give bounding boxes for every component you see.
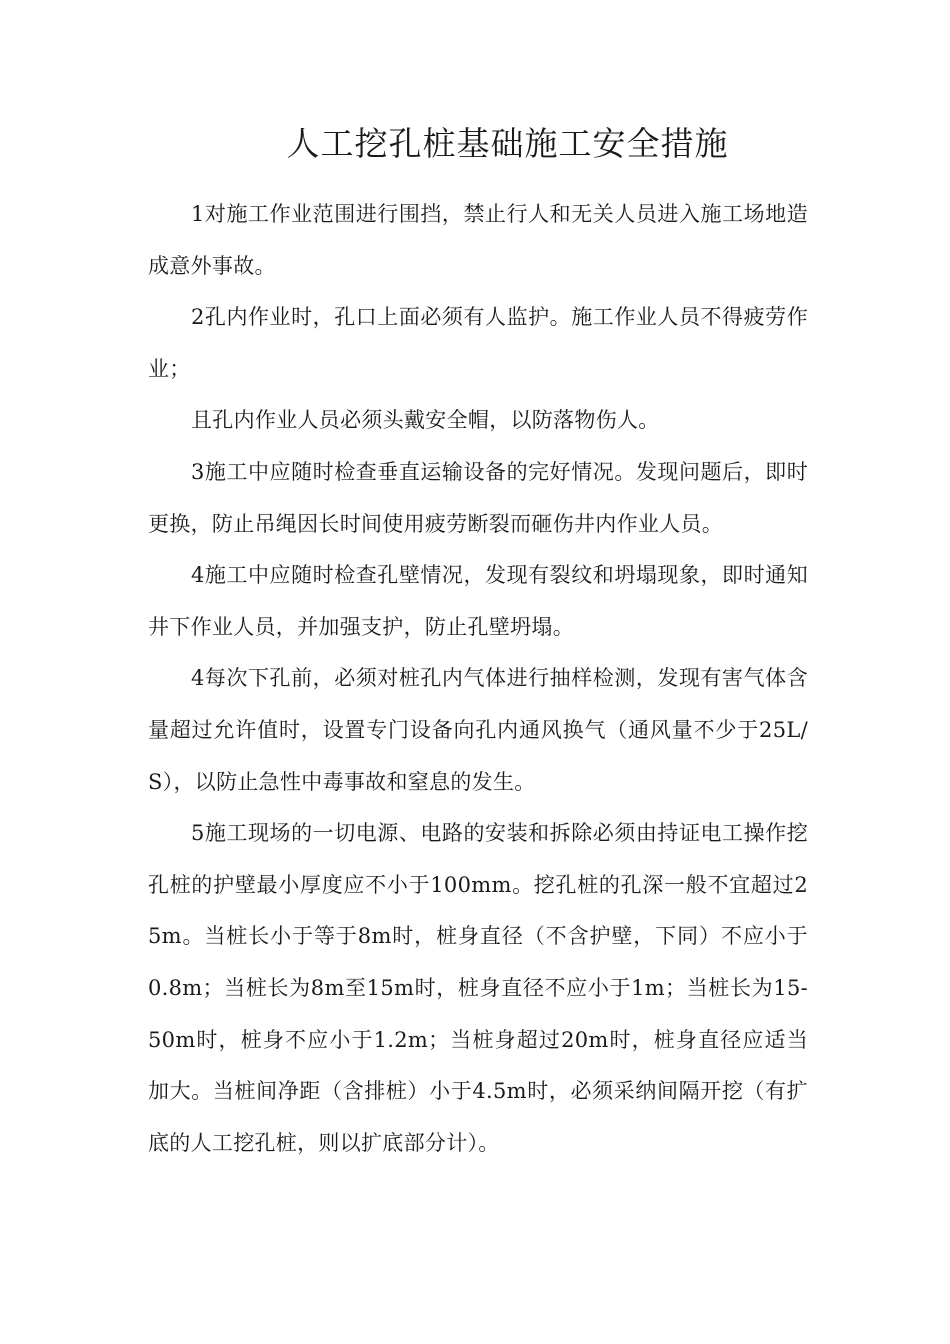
paragraph-5: 4施工中应随时检查孔壁情况，发现有裂纹和坍塌现象，即时通知井下作业人员，并加强支护，防止孔壁坍塌。 xyxy=(148,563,808,639)
document-title: 人工挖孔桩基础施工安全措施 xyxy=(286,124,729,163)
paragraph-1: 1对施工作业范围进行围挡，禁止行人和无关人员进入施工场地造成意外事故。 xyxy=(148,202,808,278)
paragraph-3: 且孔内作业人员必须头戴安全帽，以防落物伤人。 xyxy=(191,408,660,433)
paragraph-7: 5施工现场的一切电源、电路的安装和拆除必须由持证电工操作挖孔桩的护壁最小厚度应不小于100mm。挖孔桩的孔深一般不宜超过25m。当桩长小于等于8m时，桩身直径（不含护壁，下同）不应小于0.8m；当桩长为8m至15m时，桩身直径不应小于1m；当桩长为15-50m时，桩身不应小于1.2m；当桩身超过20m时，桩身直径应适当加大。当桩间净距（含排桩）小于4.5m时，必须采纳间隔开挖（有扩底的人工挖孔桩，则以扩底部分计）。 xyxy=(148,821,808,1155)
paragraph-6: 4每次下孔前，必须对桩孔内气体进行抽样检测，发现有害气体含量超过允许值时，设置专门设备向孔内通风换气（通风量不少于25L/S），以防止急性中毒事故和窒息的发生。 xyxy=(148,666,808,794)
document-body xyxy=(148,189,808,1169)
paragraph-4: 3施工中应随时检查垂直运输设备的完好情况。发现问题后，即时更换，防止吊绳因长时间使用疲劳断裂而砸伤井内作业人员。 xyxy=(148,459,808,536)
paragraph-2: 2孔内作业时，孔口上面必须有人监护。施工作业人员不得疲劳作业； xyxy=(148,305,808,381)
